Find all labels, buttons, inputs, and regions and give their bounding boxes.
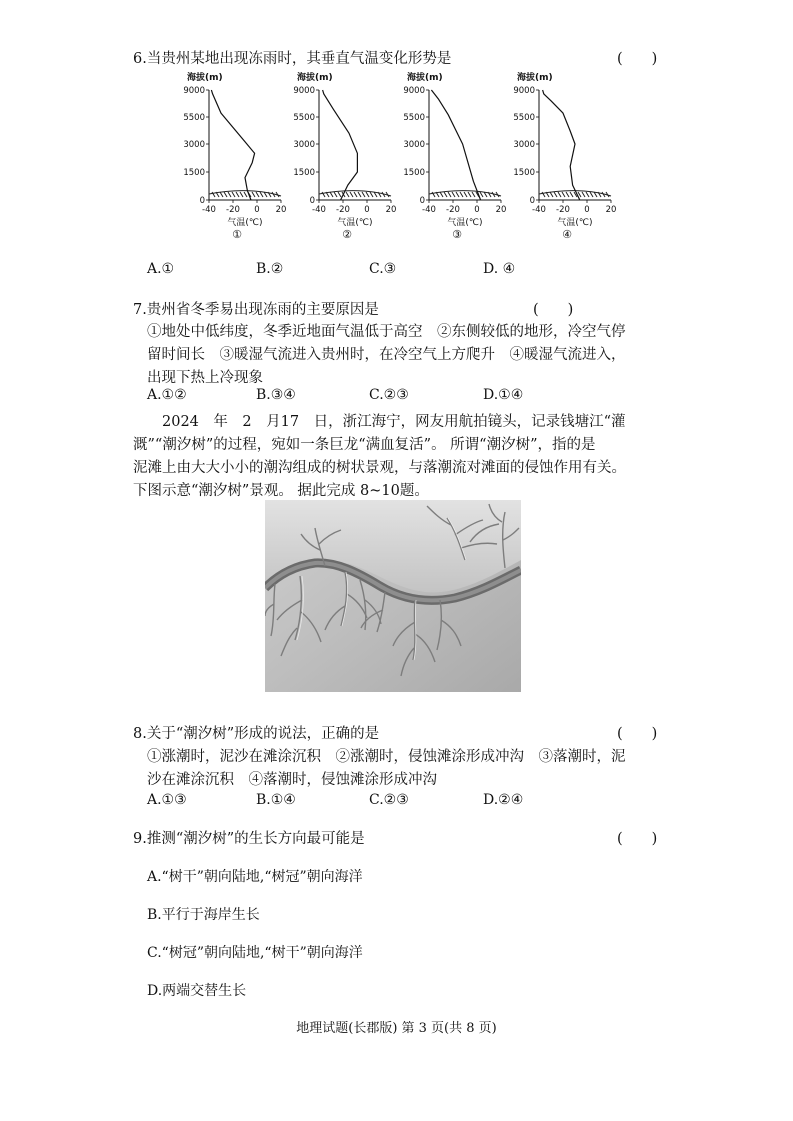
q7-option-d: D.①④ [483,387,524,403]
q6-chart-terrain-hatch [232,192,235,197]
q6-chart-xtick-label: -20 [446,205,460,215]
q6-chart-3 [405,70,517,240]
q6-chart-terrain-hatch [590,192,593,197]
q6-chart-xtick-label: 0 [254,205,260,215]
q6-chart-ytick-label: 3000 [513,140,535,150]
q6-chart-ytick-label: 1500 [293,168,315,178]
q6-chart-ytick-label: 0 [419,196,425,206]
q6-chart-svg [405,70,517,240]
q6-chart-temperature-line [211,90,254,200]
q7-option-a: A.①② [147,387,187,403]
q6-chart-terrain-hatch [460,192,463,197]
q6-chart-number: ④ [562,228,572,241]
q9-option-c: C.“树冠”朝向陆地,“树干”朝向海洋 [147,945,363,961]
passage-line-2: 溉”“潮汐树”的过程，宛如一条巨龙“满血复活”。 所谓“潮汐树”，指的是 [133,437,596,453]
q6-chart-ytick-label: 0 [199,196,205,206]
q6-option-b: B.② [256,261,284,277]
q6-chart-terrain [429,191,501,197]
q7-option-b: B.③④ [256,387,296,403]
q6-chart-terrain-hatch [220,192,223,197]
q6-chart-xtick-label: -40 [532,205,546,215]
q7-option-c: C.②③ [369,387,409,403]
q6-chart-terrain-hatch [480,192,483,197]
q6-chart-terrain-hatch [260,192,263,197]
q6-chart-ylabel: 海拔(m) [517,73,553,83]
q6-chart-terrain-hatch [240,192,243,197]
q6-chart-terrain-hatch [586,192,589,197]
q8-body-line-2: 沙在滩涂沉积 ④落潮时，侵蚀滩涂形成冲沟 [147,772,437,788]
q6-chart-terrain-hatch [362,192,365,197]
q6-chart-ytick-label: 1500 [513,168,535,178]
q6-chart-number: ③ [452,228,462,241]
q6-chart-terrain-hatch [468,192,471,197]
q6-chart-terrain-hatch [224,192,227,197]
q7-body-line-2: 留时间长 ③暖湿气流进入贵州时，在冷空气上方爬升 ④暖湿气流进入， [147,347,626,363]
q7-body-line-1: ①地处中低纬度，冬季近地面气温低于高空 ②东侧较低的地形，冷空气停 [147,324,626,340]
q6-chart-terrain-hatch [236,192,239,197]
q6-chart-terrain-hatch [456,192,459,197]
q6-chart-xlabel: 气温(℃) [557,218,593,228]
q6-option-d: D. ④ [483,261,516,277]
q9-option-d: D.两端交替生长 [147,983,247,999]
q6-chart-svg [185,70,297,240]
q6-chart-xtick-label: -40 [422,205,436,215]
q6-chart-ytick-label: 5500 [183,113,205,123]
tidal-tree-photo-graphic [265,500,521,692]
q9-stem: 9.推测“潮汐树”的生长方向最可能是 [133,831,365,847]
q8-option-b: B.①④ [256,792,296,808]
q6-chart-terrain-hatch [370,192,373,197]
q6-chart-ytick-label: 0 [529,196,535,206]
q6-chart-temperature-line [543,90,580,200]
q6-chart-xtick-label: 0 [474,205,480,215]
q6-chart-terrain-hatch [566,192,569,197]
q6-chart-terrain-hatch [330,192,333,197]
q6-chart-terrain-hatch [358,192,361,197]
passage-line-1: 2024 年 2 月17 日，浙江海宁，网友用航拍镜头，记录钱塘江“灌 [133,414,626,430]
q9-option-b: B.平行于海岸生长 [147,907,260,923]
q8-option-a: A.①③ [147,792,187,808]
q6-chart-xtick-label: 20 [385,205,397,215]
q6-chart-temperature-line [431,90,480,200]
q6-chart-xlabel: 气温(℃) [337,218,373,228]
q6-chart-ytick-label: 9000 [293,86,315,96]
q6-chart-ytick-label: 3000 [293,140,315,150]
q6-chart-terrain-hatch [256,192,259,197]
q6-chart-ytick-label: 9000 [403,86,425,96]
q9-option-a: A.“树干”朝向陆地,“树冠”朝向海洋 [147,869,363,885]
q7-answer-paren: ( ) [533,302,574,318]
q6-chart-1 [185,70,297,240]
q8-stem: 8.关于“潮汐树”形成的说法，正确的是 [133,726,380,742]
q6-chart-xlabel: 气温(℃) [227,218,263,228]
q6-chart-terrain-hatch [558,192,561,197]
page-footer: 地理试题(长郡版) 第 3 页(共 8 页) [296,1021,497,1036]
q6-chart-ytick-label: 5500 [403,113,425,123]
q6-chart-terrain-hatch [228,192,231,197]
passage-line-4: 下图示意“潮汐树”景观。 据此完成 8~10题。 [133,483,429,499]
q6-chart-terrain-hatch [346,192,349,197]
q6-chart-xtick-label: 20 [495,205,507,215]
q6-chart-ytick-label: 5500 [293,113,315,123]
q6-chart-xtick-label: 20 [275,205,287,215]
q6-chart-xtick-label: -20 [336,205,350,215]
q6-chart-svg [295,70,407,240]
q6-chart-terrain-hatch [252,192,255,197]
q6-chart-terrain-hatch [350,192,353,197]
q6-chart-xlabel: 气温(℃) [447,218,483,228]
tidal-tree-photo [265,500,521,692]
q6-chart-ytick-label: 3000 [403,140,425,150]
q6-chart-ytick-label: 5500 [513,113,535,123]
q6-option-c: C.③ [369,261,397,277]
q8-answer-paren: ( ) [617,726,658,742]
q6-chart-xtick-label: -20 [556,205,570,215]
q6-chart-xtick-label: 0 [364,205,370,215]
q6-option-a: A.① [147,261,175,277]
q8-body-line-1: ①涨潮时，泥沙在滩涂沉积 ②涨潮时，侵蚀滩涂形成冲沟 ③落潮时，泥 [147,749,626,765]
q6-stem: 6.当贵州某地出现冻雨时，其垂直气温变化形势是 [133,51,452,67]
q6-chart-terrain-hatch [550,192,553,197]
q6-answer-paren: ( ) [617,51,658,67]
q6-chart-ytick-label: 1500 [403,168,425,178]
q8-option-c: C.②③ [369,792,409,808]
q6-chart-terrain-hatch [570,192,573,197]
q6-chart-terrain [539,191,611,197]
q6-chart-ylabel: 海拔(m) [297,73,333,83]
q6-chart-4 [515,70,627,240]
q7-body-line-3: 出现下热上冷现象 [147,370,263,386]
q8-option-d: D.②④ [483,792,524,808]
q6-chart-terrain-hatch [448,192,451,197]
q6-chart-terrain [209,191,281,197]
q6-chart-terrain-hatch [244,192,247,197]
q6-chart-xtick-label: -40 [312,205,326,215]
q6-chart-terrain-hatch [440,192,443,197]
q6-chart-number: ① [232,228,242,241]
q6-chart-terrain-hatch [366,192,369,197]
q6-chart-ylabel: 海拔(m) [407,73,443,83]
q6-chart-xtick-label: 20 [605,205,617,215]
q6-chart-terrain-hatch [562,192,565,197]
q6-chart-ytick-label: 1500 [183,168,205,178]
q6-chart-ytick-label: 3000 [183,140,205,150]
q6-chart-2 [295,70,407,240]
q6-chart-ytick-label: 9000 [183,86,205,96]
q6-chart-terrain-hatch [452,192,455,197]
q6-chart-ylabel: 海拔(m) [187,73,223,83]
q6-chart-ytick-label: 9000 [513,86,535,96]
q6-chart-terrain-hatch [338,192,341,197]
passage-line-3: 泥滩上由大大小小的潮沟组成的树状景观，与落潮流对滩面的侵蚀作用有关。 [133,460,626,476]
q7-stem: 7.贵州省冬季易出现冻雨的主要原因是 [133,302,379,318]
q6-chart-terrain-hatch [582,192,585,197]
q6-chart-terrain-hatch [354,192,357,197]
q6-chart-xtick-label: -40 [202,205,216,215]
q6-chart-terrain-hatch [472,192,475,197]
q6-chart-terrain-hatch [444,192,447,197]
q6-chart-ytick-label: 0 [309,196,315,206]
q6-chart-xtick-label: -20 [226,205,240,215]
q6-chart-terrain [319,191,391,197]
q9-answer-paren: ( ) [617,831,658,847]
q6-chart-number: ② [342,228,352,241]
q6-chart-xtick-label: 0 [584,205,590,215]
q6-chart-svg [515,70,627,240]
q6-chart-terrain-hatch [334,192,337,197]
q6-chart-terrain-hatch [464,192,467,197]
q6-chart-terrain-hatch [554,192,557,197]
q6-chart-temperature-line [323,90,358,200]
